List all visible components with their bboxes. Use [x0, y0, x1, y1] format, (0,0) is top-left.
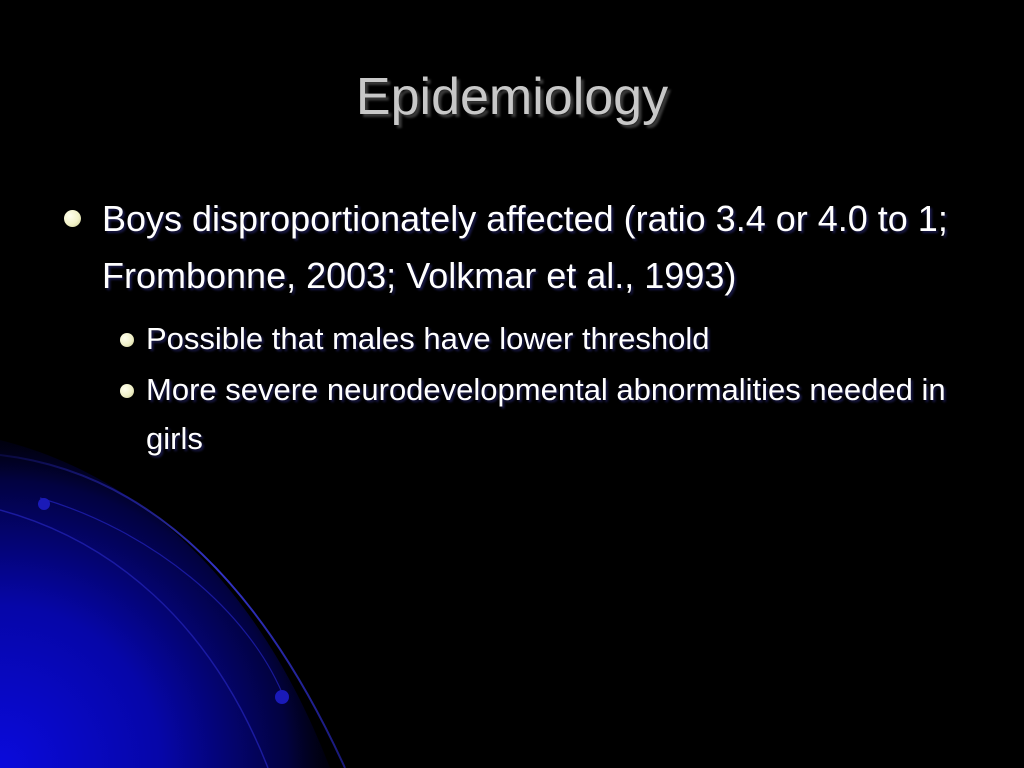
bullet-list — [62, 190, 962, 465]
sub-bullet-text: Possible that males have lower threshold — [146, 321, 710, 356]
slide-title: Epidemiology — [355, 68, 669, 126]
sub-bullet-list — [62, 314, 962, 463]
sub-bullet-dot-icon — [120, 333, 134, 347]
glow-dot-2 — [275, 690, 289, 704]
sub-bullet-item-1 — [118, 314, 962, 363]
blue-glow-shape — [0, 440, 330, 768]
sub-bullet-dot-icon — [120, 384, 134, 398]
glow-dot-1 — [38, 498, 50, 510]
bullet-item-1 — [62, 190, 962, 304]
sub-bullet-item-2 — [118, 365, 962, 463]
bullet-dot-icon — [64, 210, 81, 227]
bullet-text: Boys disproportionately affected (ratio 3.4 or 4.0 to 1; Frombonne, 2003; Volkmar et al., 1993) — [102, 198, 948, 296]
sub-bullet-text: More severe neurodevelopmental abnormalities needed in girls — [146, 372, 946, 456]
